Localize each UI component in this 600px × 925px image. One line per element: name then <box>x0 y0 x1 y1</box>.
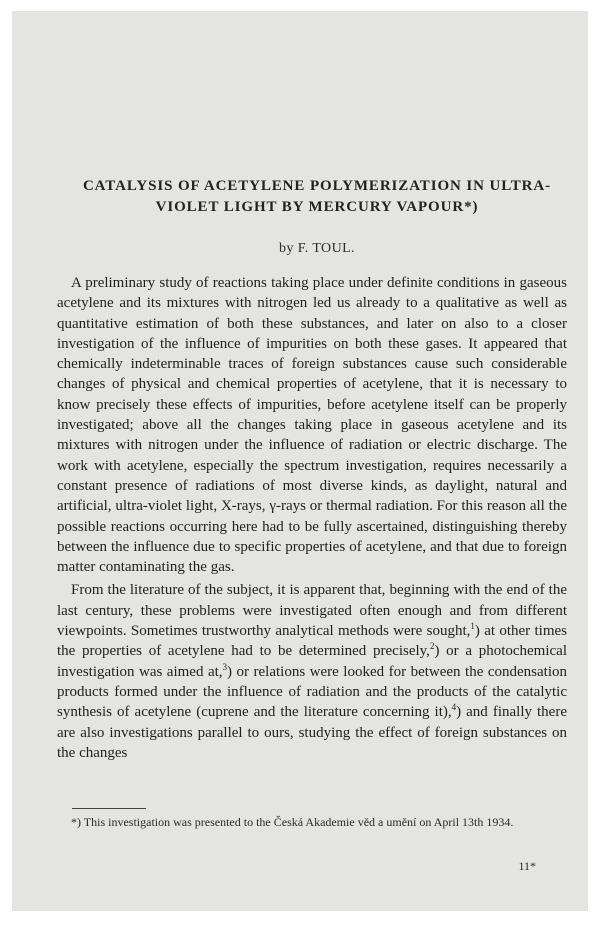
page-sheet <box>12 11 588 911</box>
page-number: 11* <box>518 859 536 873</box>
author-line: by F. TOUL. <box>279 241 355 256</box>
footnote-divider <box>72 808 146 809</box>
paragraph-2-text: ) or relations were looked for between the condensation products formed under the influence of radiation and the products of the catalytic synthesis of acetylene (cuprene and the literature concerning it), <box>57 663 568 721</box>
title-line-2: VIOLET LIGHT BY MERCURY VAPOUR*) <box>155 199 479 215</box>
reference-marker: 2 <box>429 641 435 652</box>
paragraph-2-text: ) or a photochemical investigation was aimed at, <box>57 643 567 680</box>
reference-marker: 1 <box>470 621 475 632</box>
reference-marker: 4 <box>451 702 457 713</box>
paragraph-2-text: From the literature of the subject, it is apparent that, beginning with the end of the last century, these problems were investigated often enough and from different viewpoints. Sometimes trustworthy analytical methods were sought, <box>57 582 567 640</box>
reference-marker: 3 <box>222 661 228 672</box>
paragraph-2-text: ) and finally there are also investigations parallel to ours, studying the effect of foreign substances on the changes <box>57 704 567 761</box>
title-line-1: CATALYSIS OF ACETYLENE POLYMERIZATION IN ULTRA- <box>82 178 552 194</box>
article-title <box>62 176 572 218</box>
paragraph-2-text: ) at other times the properties of acetylene had to be determined precisely, <box>57 623 568 660</box>
footnote: *) This investigation was presented to the Česká Akademie věd a umění on April 13th 1934. <box>71 815 514 829</box>
paragraph-2 <box>57 580 567 763</box>
paragraph-1: A preliminary study of reactions taking place under definite conditions in gaseous acetylene and its mixtures with nitrogen led us already to a qualitative as well as quantitative estimation of both these substances, and later on also to a closer investigation of the influence of impurities on both these gases. It appeared that chemically indeterminable traces of foreign substances cause such considerable changes of physical and chemical properties of acetylene, that it is necessary to know precisely these effects of impurities, before acetylene itself can be properly investigated; above all the changes taking place in gaseous acetylene and its mixtures with nitrogen under the influence of radiation or electric discharge. The work with acetylene, especially the spectrum investigation, requires necessarily a constant presence of radiations of most diverse kinds, as daylight, natural and artificial, ultra-violet light, X-rays, γ-rays or thermal radiation. For this reason all the possible reactions occurring here had to be fully ascertained, distinguishing thereby between the influence due to specific properties of acetylene, and that due to foreign matter contaminating the gas. <box>57 275 567 576</box>
article-body <box>57 273 567 763</box>
